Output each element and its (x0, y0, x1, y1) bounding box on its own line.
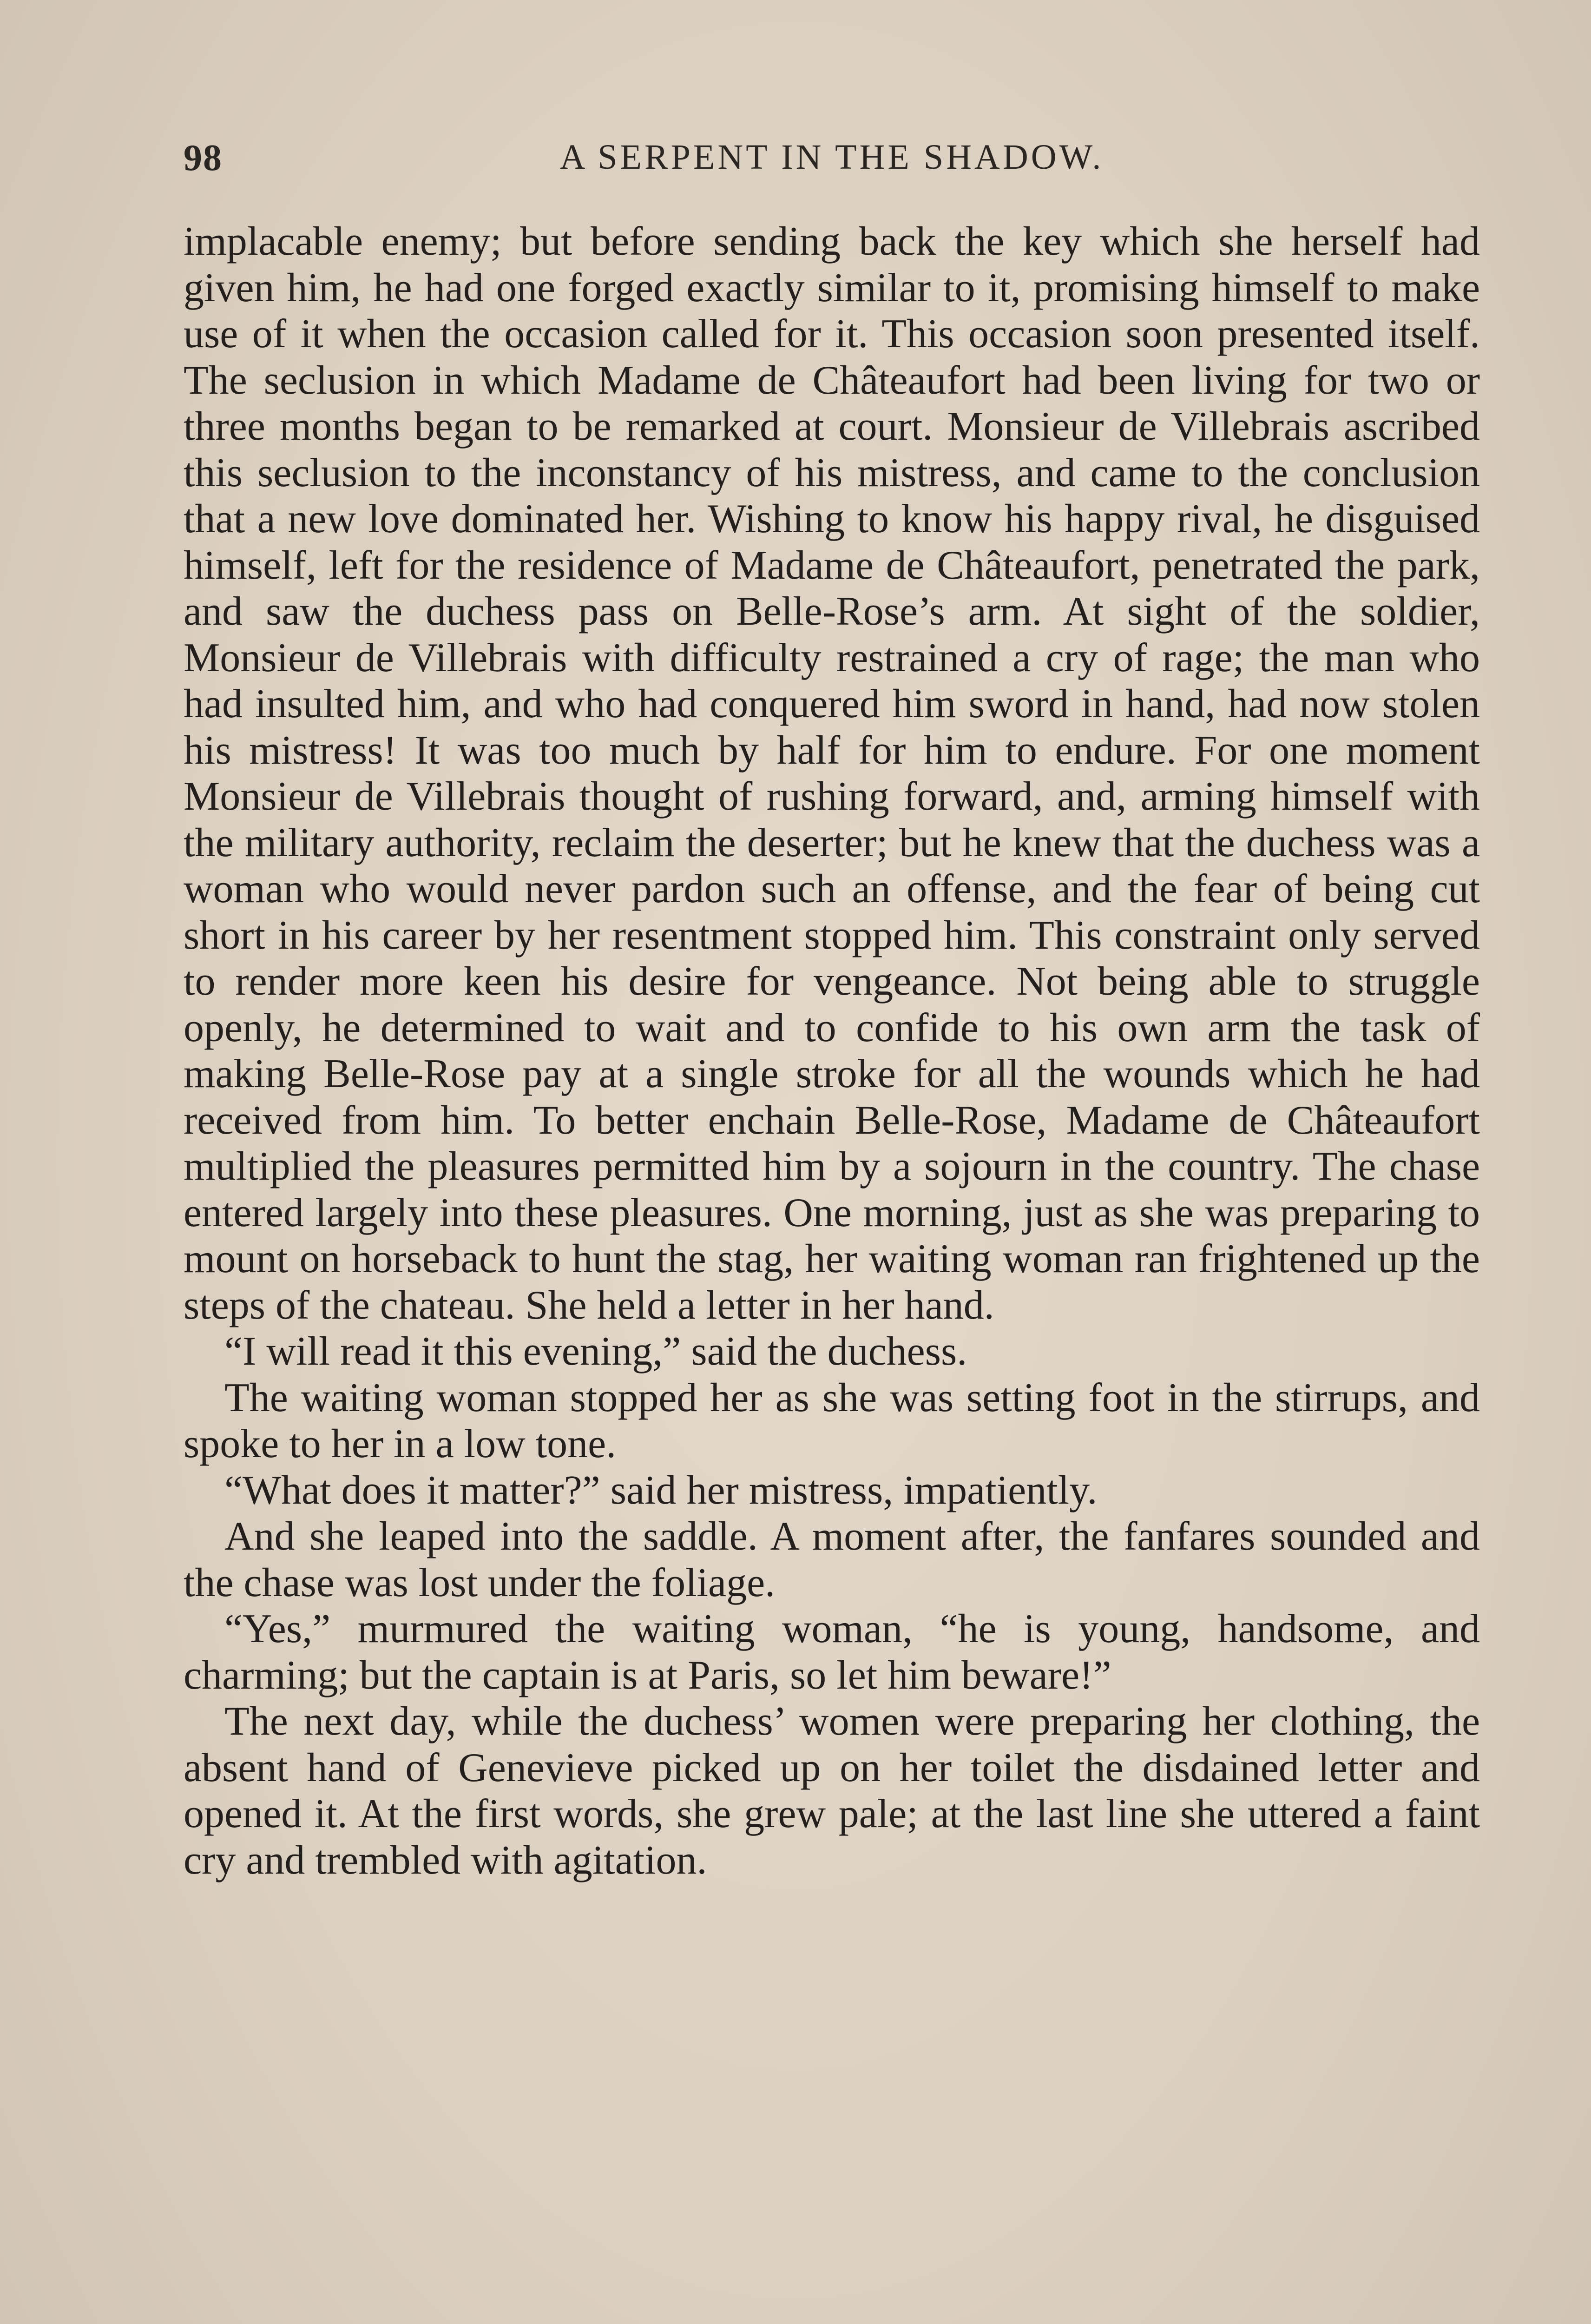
paragraph: And she leaped into the saddle. A moment after, the fanfares sounded and the chase was lost under the foliage. (184, 1514, 1480, 1605)
paragraph: “I will read it this evening,” said the duchess. (224, 1329, 967, 1374)
paragraph: The next day, while the duchess’ women were preparing her clothing, the absent hand of Genevieve picked up on her toilet the disdained letter and opened it. At the first words, she grew pale; at the last line she uttered a faint cry and trembled with agitation. (184, 1699, 1480, 1883)
running-title: A SERPENT IN THE SHADOW. (559, 138, 1104, 177)
body-text (184, 218, 1480, 1883)
page-number: 98 (184, 138, 223, 178)
page-header (184, 137, 1480, 188)
paragraph-continued: implacable enemy; but before sending back the key which she herself had given him, he had one forged exactly similar to it, promising himself to make use of it when the occasion called for it. This occasion soon presented itself. The seclusion in which Madame de Châteaufort had been living for two or three months began to be remarked at court. Monsieur de Villebrais ascribed this seclusion to the inconstancy of his mistress, and came to the conclusion that a new love dominated her. Wishing to know his happy rival, he disguised himself, left for the residence of Madame de Châteaufort, penetrated the park, and saw the duchess pass on Belle-Rose’s arm. At sight of the soldier, Monsieur de Villebrais with difficulty restrained a cry of rage; the man who had insulted him, and who had conquered him sword in hand, had now stolen his mistress! It was too much by half for him to endure. For one moment Monsieur de Villebrais thought of rushing forward, and, arming himself with the military authority, reclaim the deserter; but he knew that the duchess was a woman who would never pardon such an offense, and the fear of being cut short in his career by her resentment stopped him. This constraint only served to render more keen his desire for vengeance. Not being able to struggle openly, he determined to wait and to confide to his own arm the task of making Belle-Rose pay at a single stroke for all the wounds which he had received from him. To better enchain Belle-Rose, Madame de Châteaufort multiplied the pleasures permitted him by a sojourn in the country. The chase entered largely into these pleasures. One morning, just as she was preparing to mount on horseback to hunt the stag, her waiting woman ran frightened up the steps of the chateau. She held a letter in her hand. (184, 219, 1480, 1328)
paragraph: “What does it matter?” said her mistress, impatiently. (224, 1467, 1098, 1513)
paragraph: The waiting woman stopped her as she was setting foot in the stirrups, and spoke to her in a low tone. (184, 1375, 1480, 1466)
paragraph: “Yes,” murmured the waiting woman, “he is young, handsome, and charming; but the captain is at Paris, so let him beware!” (184, 1606, 1480, 1698)
